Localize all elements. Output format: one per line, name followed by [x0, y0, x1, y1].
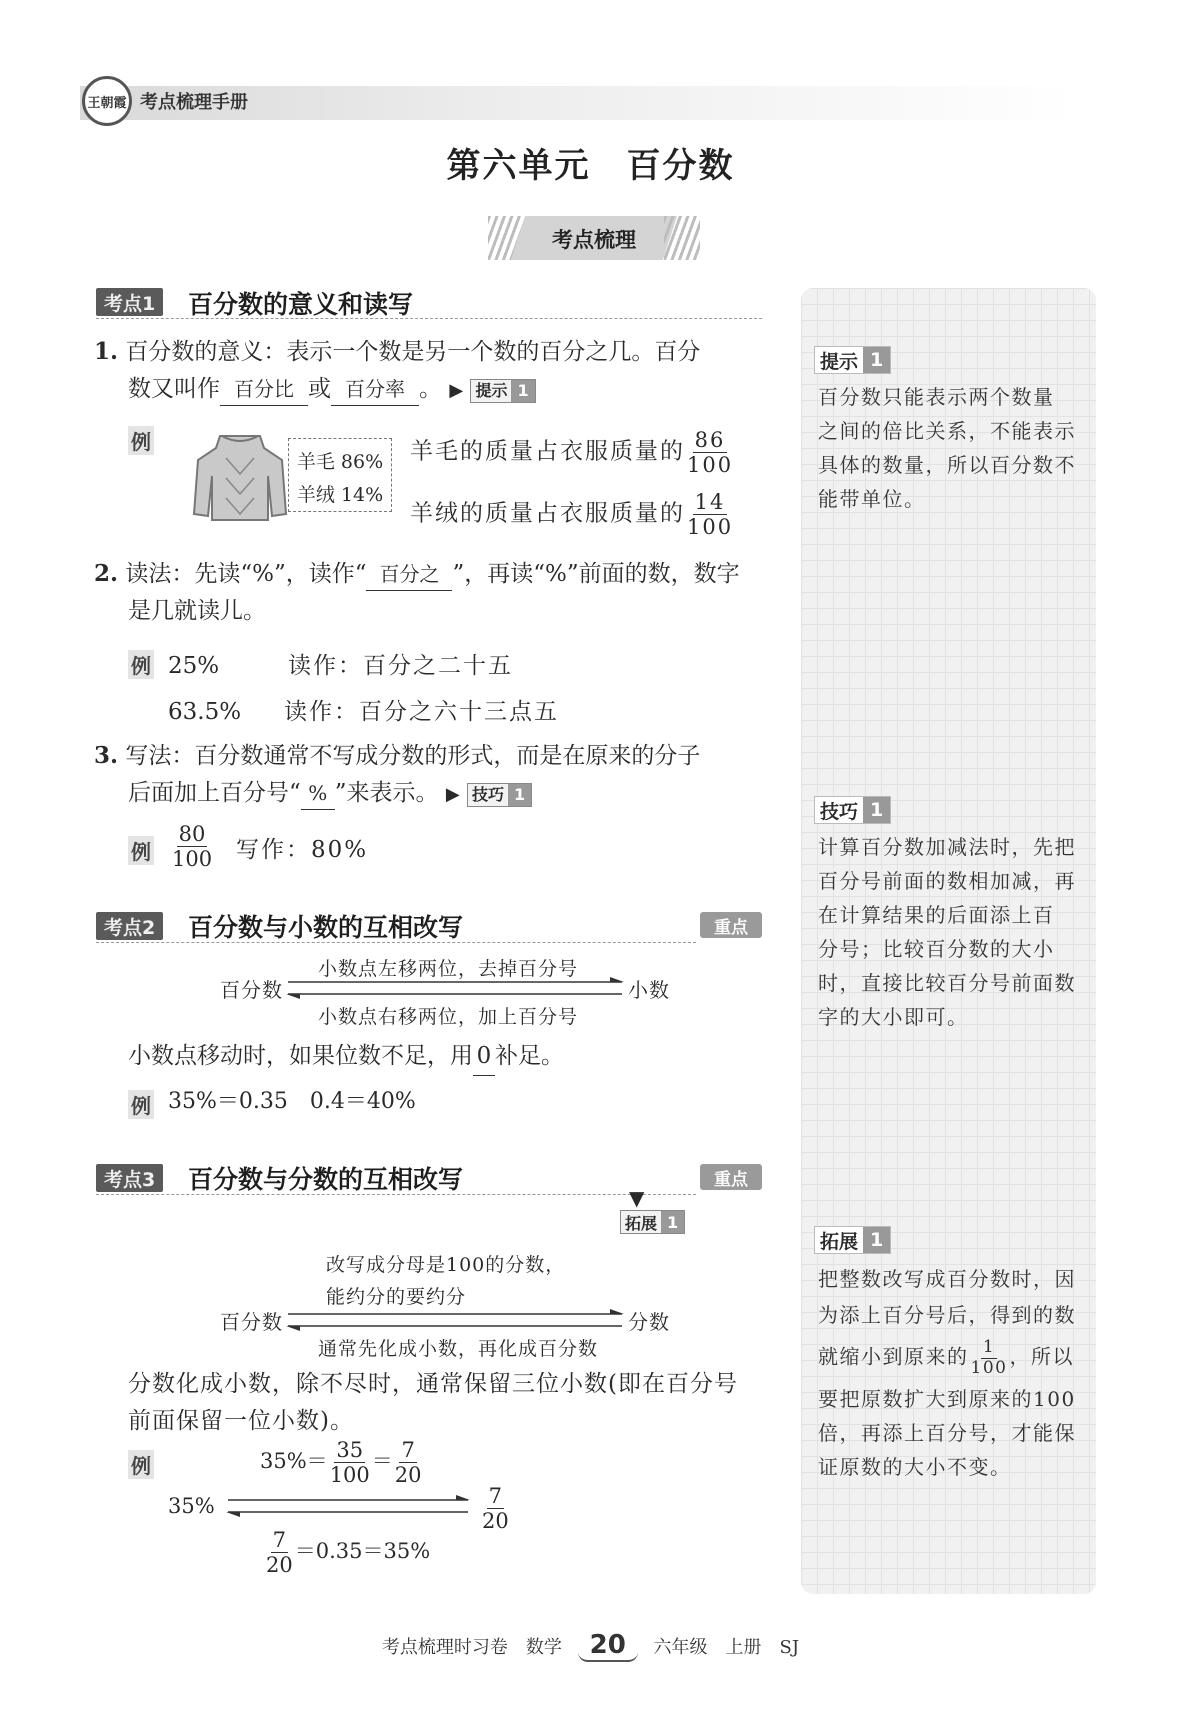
kd3-example-label: 例 [128, 1450, 154, 1479]
footer-left: 考点梳理时习卷 数学 [381, 1637, 562, 1658]
section-banner [488, 216, 700, 260]
composition-box [288, 438, 392, 512]
kd3-bottom-arrow-label: 通常先化成小数，再化成百分数 [318, 1338, 599, 1360]
kd2-right-label: 小数 [628, 978, 670, 1002]
sidebar-skill-1-text: 计算百分数加减法时，先把 百分号前面的数相加减，再 在计算结果的后面添上百 分号；比较百分数的大小 时，直接比较百分号前面数 字的大小即可。 [818, 835, 1076, 1029]
kd2-key-badge: 重点 [700, 912, 762, 938]
example-write-80: 写作：80% [236, 837, 369, 863]
kd3-key-badge: 重点 [700, 1164, 762, 1190]
sidebar-tip-1-text: 百分数只能表示两个数量 之间的倍比关系，不能表示 具体的数量，所以百分数不 能带单位。 [818, 385, 1076, 511]
kd1-example-1-line1: 羊毛的质量占衣服质量的 $\frac{86}{100}$ [410, 428, 734, 478]
kd3-example-left: 35% [168, 1494, 215, 1518]
sidebar-skill-1-tag: 技巧 1 [814, 796, 891, 824]
example-reading-63-5: 读作：百分之六十三点五 [284, 699, 559, 725]
ref-tip-1[interactable]: 提示 1 [470, 379, 535, 403]
kd1-p1: 1. 百分数的意义：表示一个数是另一个数的百分之几。百分 数又叫作 百分比 或 百分率 。 ▶ 提示 1 [94, 334, 774, 408]
kd3-example-top: 35%＝ $\frac{35}{100}$ ＝ $\frac{7}{20}$ [260, 1438, 422, 1488]
sidebar-ext-1-text: 把整数改写成百分数时，因 为添上百分号后，得到的数 就缩小到原来的 $\frac{1}{100}$ ，所以 要把原数扩大到原来的100 倍，再添上百分号，才能保 证原数的大小不变。 [818, 1267, 1076, 1480]
kd1-example-2-label: 例 [128, 650, 154, 679]
kd3-title: 百分数与分数的互相改写 [188, 1165, 464, 1194]
kd3-note: 分数化成小数，除不尽时，通常保留三位小数(即在百分号 前面保留一位小数)。 [128, 1371, 738, 1434]
wool-percent: 羊毛 86% [296, 451, 384, 473]
kd2-rule [96, 942, 696, 943]
footer-right: 六年级 上册 SJ [653, 1637, 800, 1658]
kd1-rule [96, 318, 762, 319]
ref-skill-1[interactable]: 技巧 1 [467, 783, 532, 807]
kd1-example-3-label: 例 [128, 836, 154, 865]
kd1-p3: 3. 写法：百分数通常不写成分数的形式，而是在原来的分子 后面加上百分号“ % ”来表示。 ▶ 技巧 1 [94, 738, 774, 812]
kd3-right-label: 分数 [628, 1310, 670, 1334]
kd3-top-arrow-label-2: 能约分的要约分 [326, 1286, 467, 1308]
sidebar-tip-1-tag: 提示 1 [814, 346, 891, 374]
example-reading-25: 读作：百分之二十五 [288, 653, 513, 679]
kd2-example-label: 例 [128, 1090, 154, 1119]
page-footer [0, 1630, 1181, 1662]
kd3-conversion-arrows [286, 1308, 626, 1334]
kd3-top-arrow-label-1: 改写成分母是100的分数， [326, 1254, 566, 1276]
kd2-note: 小数点移动时，如果位数不足，用 0 补足。 [128, 1038, 564, 1076]
kd3-tag: 考点3 [96, 1164, 163, 1192]
kd3-example-bottom: $\frac{7}{20}$ ＝0.35＝35% [266, 1528, 431, 1578]
section-banner-label: 考点梳理 [552, 228, 636, 252]
kd1-tag: 考点1 [96, 288, 163, 316]
sweater-image [192, 428, 288, 528]
page-number: 20 [578, 1630, 638, 1662]
publisher-logo: 王朝霞 [82, 76, 132, 126]
kd1-title: 百分数的意义和读写 [188, 290, 414, 319]
example-value-25: 25% [168, 653, 220, 679]
kd1-example-1-line2: 羊绒的质量占衣服质量的 $\frac{14}{100}$ [410, 490, 734, 540]
sidebar-ext-1-tag: 拓展 1 [814, 1226, 891, 1254]
kd2-title: 百分数与小数的互相改写 [188, 913, 464, 942]
cashmere-percent: 羊绒 14% [296, 484, 384, 506]
ref-ext-1[interactable]: 拓展 1 [620, 1210, 685, 1234]
kd2-tag: 考点2 [96, 912, 163, 940]
kd3-example-arrows [226, 1494, 472, 1520]
kd1-example-1-label: 例 [128, 426, 154, 455]
example-fraction-80-100: $\frac{80}{100}$ [172, 822, 213, 872]
book-title: 考点梳理手册 [140, 92, 248, 113]
example-value-63-5: 63.5% [168, 699, 242, 725]
kd3-example-right: $\frac{7}{20}$ [482, 1484, 509, 1534]
down-arrow-icon: ▼ [629, 1186, 645, 1210]
kd2-top-arrow-label: 小数点左移两位，去掉百分号 [318, 958, 579, 980]
kd3-left-label: 百分数 [220, 1310, 283, 1334]
unit-title: 第六单元 百分数 [446, 146, 735, 186]
kd2-bottom-arrow-label: 小数点右移两位，加上百分号 [318, 1006, 579, 1028]
kd2-left-label: 百分数 [220, 978, 283, 1002]
kd3-rule [96, 1194, 696, 1195]
kd2-example-text: 35%＝0.35 0.4＝40% [168, 1089, 416, 1114]
kd2-conversion-arrows [286, 976, 626, 1002]
kd1-p2: 2. 读法：先读“%”，读作“ 百分之 ”，再读“%”前面的数，数字 是几就读儿。 [94, 560, 740, 624]
